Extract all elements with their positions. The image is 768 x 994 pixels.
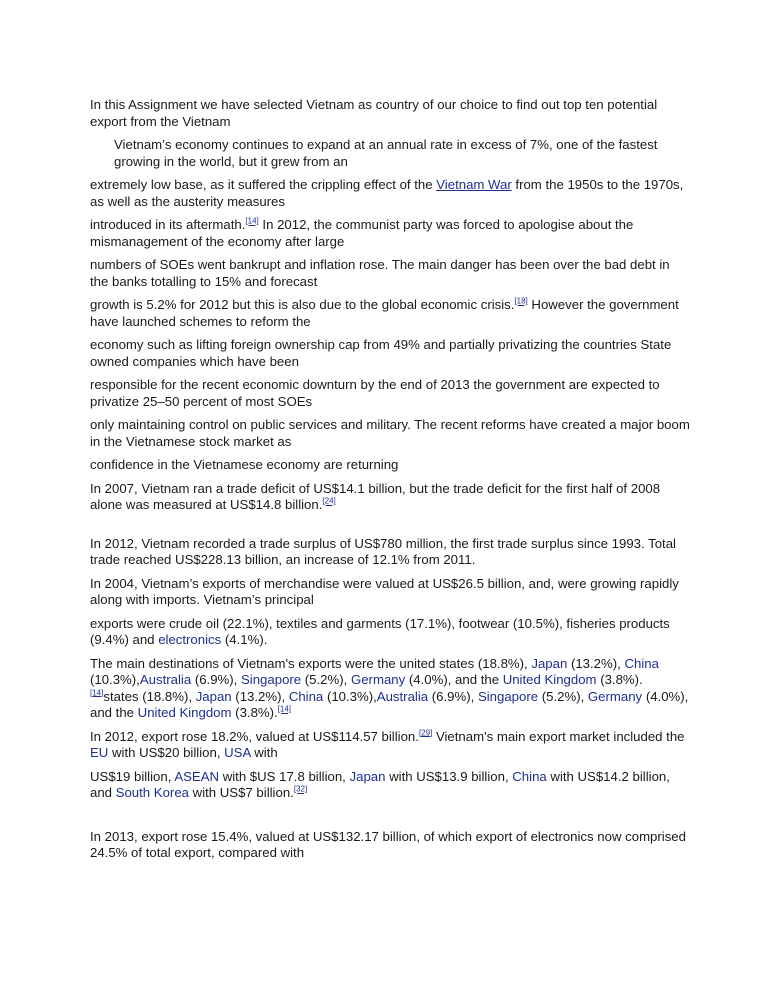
text-run: (4.0%), and the: [90, 688, 689, 720]
paragraph-exports-2012: [90, 729, 690, 762]
text-run: In 2012, the communist party was forced to apologise about the mismanagement of the economy after large: [90, 217, 634, 249]
text-run: (5.2%),: [538, 688, 588, 704]
link-united-kingdom[interactable]: United Kingdom: [502, 672, 597, 687]
paragraph-intro: In this Assignment we have selected Vietnam as country of our choice to find out top ten potential export from the Vietnam: [90, 97, 658, 129]
paragraph-aftermath: [90, 217, 690, 250]
paragraph-trade-surplus: In 2012, Vietnam recorded a trade surplus of US$780 million, the first trade surplus since 1993. Total trade reached US$228.13 billion, an increase of 12.1% from 2011.: [90, 535, 676, 567]
paragraph-trade-deficit: [90, 481, 690, 514]
text-run: with US$20 billion,: [108, 745, 225, 760]
link-china[interactable]: China: [288, 688, 324, 704]
text-run: In 2012, export rose 18.2%, valued at US$114.57 billion.: [90, 728, 419, 744]
citation-14[interactable]: [14]: [90, 688, 104, 698]
text-run: (3.8%).: [231, 705, 278, 720]
text-run: growth is 5.2% for 2012 but this is also due to the global economic crisis.: [90, 297, 515, 312]
link-south-korea[interactable]: South Korea: [115, 785, 189, 800]
link-electronics[interactable]: electronics: [158, 632, 222, 647]
link-singapore[interactable]: Singapore: [241, 672, 302, 687]
paragraph-soes: numbers of SOEs went bankrupt and inflation rose. The main danger has been over the bad debt in the banks totalling to 15% and forecast: [90, 257, 670, 289]
paragraph-confidence: confidence in the Vietnamese economy are returning: [90, 457, 399, 472]
text-run: exports were crude oil (22.1%), textiles and garments (17.1%), footwear (10.5%), fisheries products (9.4%) and: [90, 615, 670, 647]
text-run: (6.9%),: [428, 688, 478, 704]
paragraph-downturn: responsible for the recent economic downturn by the end of 2013 the government are expected to privatize 25–50 percent of most SOEs: [90, 377, 660, 409]
link-germany[interactable]: Germany: [350, 672, 406, 687]
link-asean[interactable]: ASEAN: [174, 768, 220, 784]
link-germany[interactable]: Germany: [587, 688, 643, 704]
text-run: (10.3%),: [90, 672, 140, 687]
paragraph-economy: Vietnam’s economy continues to expand at an annual rate in excess of 7%, one of the fastest growing in the world, but it grew from an: [114, 137, 658, 169]
link-japan[interactable]: Japan: [195, 688, 232, 704]
text-run: (5.2%),: [301, 672, 351, 687]
link-vietnam-war[interactable]: Vietnam War: [436, 177, 512, 192]
text-run: with US$7 billion.: [189, 785, 294, 800]
text-run: (13.2%),: [231, 688, 289, 704]
citation-14[interactable]: [14]: [277, 704, 292, 714]
text-run: However the government have launched schemes to reform the: [90, 297, 679, 329]
text-run: (6.9%),: [191, 672, 241, 687]
link-china[interactable]: China: [624, 655, 659, 671]
text-run: with $US 17.8 billion,: [219, 768, 350, 784]
text-run: with US$13.9 billion,: [385, 768, 513, 784]
text-run: extremely low base, as it suffered the crippling effect of the: [90, 177, 437, 192]
text-run: introduced in its aftermath.: [90, 217, 246, 232]
text-run: (4.0%), and the: [405, 672, 503, 687]
paragraph-markets: [90, 769, 690, 802]
citation-24[interactable]: [24]: [322, 496, 336, 506]
paragraph-ownership: economy such as lifting foreign ownership cap from 49% and partially privatizing the countries State owned companies which have been: [90, 337, 672, 369]
link-united-kingdom[interactable]: United Kingdom: [137, 705, 232, 720]
citation-18[interactable]: [18]: [514, 296, 528, 306]
link-singapore[interactable]: Singapore: [477, 688, 539, 704]
paragraph-destinations: [90, 656, 690, 722]
text-run: with: [250, 745, 278, 760]
link-eu[interactable]: EU: [90, 745, 109, 760]
text-run: (4.1%).: [221, 632, 268, 647]
citation-32[interactable]: [32]: [293, 784, 308, 794]
link-china[interactable]: China: [512, 768, 547, 784]
paragraph-exports-2013: In 2013, export rose 15.4%, valued at US$132.17 billion, of which export of electronics now comprised 24.5% of total export, compared with: [90, 828, 686, 860]
paragraph-principal-exports: [90, 616, 690, 649]
link-australia[interactable]: Australia: [139, 672, 192, 687]
text-run: from the 1950s to the 1970s, as well as the austerity measures: [90, 177, 684, 209]
link-japan[interactable]: Japan: [349, 768, 386, 784]
paragraph-low-base: [90, 177, 690, 210]
text-run: (3.8%).: [596, 672, 643, 687]
text-run: (13.2%),: [567, 655, 625, 671]
text-run: (10.3%),: [323, 688, 377, 704]
text-run: states (18.8%),: [103, 688, 196, 704]
text-run: The main destinations of Vietnam's exports were the united states (18.8%),: [90, 655, 532, 671]
text-run: In 2007, Vietnam ran a trade deficit of US$14.1 billion, but the trade deficit for the first half of 2008 alone was measured at US$14.8 billion.: [90, 480, 661, 512]
paragraph-exports-2004: In 2004, Vietnam’s exports of merchandise were valued at US$26.5 billion, and, were growing rapidly along with imports. Vietnam’s principal: [90, 575, 679, 607]
citation-14[interactable]: [14]: [245, 216, 259, 226]
paragraph-growth: [90, 297, 690, 330]
text-run: US$19 billion,: [90, 768, 175, 784]
paragraph-reforms: only maintaining control on public services and military. The recent reforms have created a major boom in the Vietnamese stock market as: [90, 417, 690, 449]
text-run: Vietnam's main export market included the: [432, 728, 685, 744]
link-australia[interactable]: Australia: [376, 688, 429, 704]
citation-29[interactable]: [29]: [418, 728, 433, 738]
document-body: [90, 97, 690, 869]
text-run: with US$14.2 billion, and: [90, 768, 670, 800]
link-japan[interactable]: Japan: [531, 655, 568, 671]
link-usa[interactable]: USA: [224, 745, 251, 760]
